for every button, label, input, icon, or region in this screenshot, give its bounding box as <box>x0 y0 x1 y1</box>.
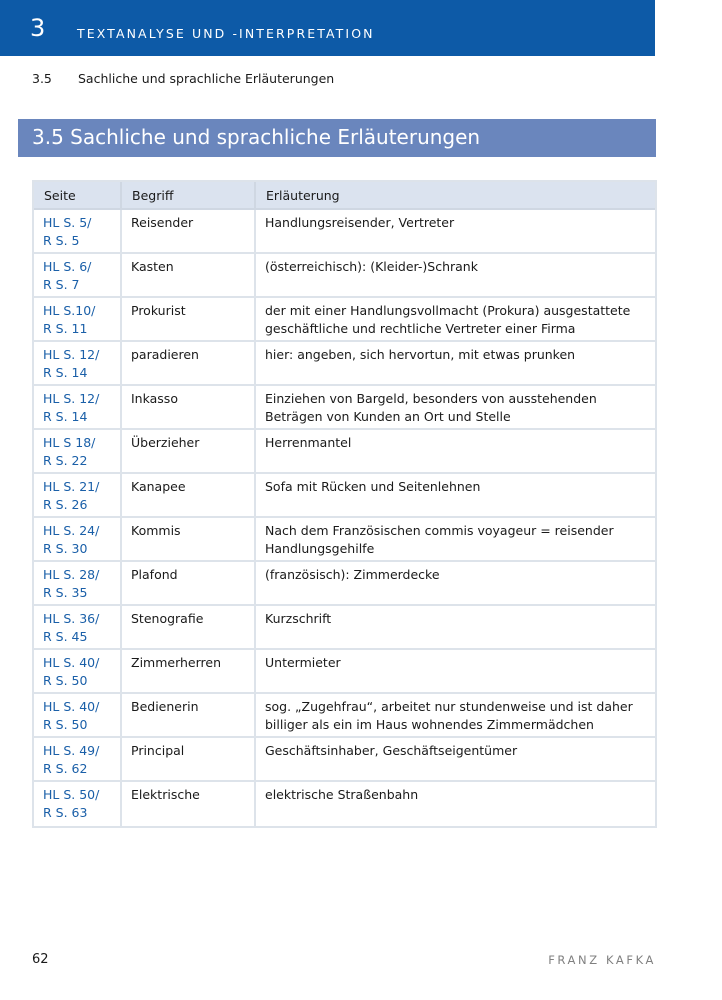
hl-page-reference: HL S.10/ <box>43 303 96 318</box>
term-cell: Zimmerherren <box>122 650 256 694</box>
page-reference-cell <box>34 298 122 342</box>
explanation-cell: hier: angeben, sich hervortun, mit etwas prunken <box>256 342 655 386</box>
term-cell: Überzieher <box>122 430 256 474</box>
page-reference-cell <box>34 474 122 518</box>
term-cell: Reisender <box>122 210 256 254</box>
page-reference-cell <box>34 562 122 606</box>
running-footer-author: FRANZ KAFKA <box>548 953 656 967</box>
hl-page-reference: HL S. 5/ <box>43 215 92 230</box>
column-header-erlaeuterung: Erläuterung <box>256 182 655 210</box>
hl-page-reference: HL S. 50/ <box>43 787 100 802</box>
explanation-cell: Herrenmantel <box>256 430 655 474</box>
hl-page-reference: HL S. 40/ <box>43 655 100 670</box>
rs-page-reference: R S. 50 <box>43 716 88 732</box>
explanation-cell: Kurzschrift <box>256 606 655 650</box>
column-header-begriff: Begriff <box>122 182 256 210</box>
hl-page-reference: HL S. 24/ <box>43 523 100 538</box>
table-row <box>34 342 655 386</box>
table-row <box>34 298 655 342</box>
rs-page-reference: R S. 14 <box>43 408 88 424</box>
page-number: 62 <box>32 952 49 967</box>
table-body <box>34 210 655 826</box>
table-row <box>34 782 655 826</box>
section-banner <box>18 119 656 157</box>
rs-page-reference: R S. 14 <box>43 364 88 380</box>
term-cell: Stenografie <box>122 606 256 650</box>
page-reference-cell <box>34 650 122 694</box>
term-cell: Inkasso <box>122 386 256 430</box>
term-cell: Bedienerin <box>122 694 256 738</box>
term-cell: paradieren <box>122 342 256 386</box>
page-reference-cell <box>34 210 122 254</box>
section-banner-title: 3.5 Sachliche und sprachliche Erläuterungen <box>32 125 481 149</box>
table-row <box>34 474 655 518</box>
rs-page-reference: R S. 30 <box>43 540 88 556</box>
term-cell: Kasten <box>122 254 256 298</box>
table-row <box>34 210 655 254</box>
chapter-number: 3 <box>30 14 46 42</box>
table-row <box>34 430 655 474</box>
rs-page-reference: R S. 11 <box>43 320 88 336</box>
term-cell: Kanapee <box>122 474 256 518</box>
term-cell: Elektrische <box>122 782 256 826</box>
column-header-seite: Seite <box>34 182 122 210</box>
rs-page-reference: R S. 22 <box>43 452 88 468</box>
hl-page-reference: HL S 18/ <box>43 435 96 450</box>
chapter-header-bar <box>0 0 655 56</box>
explanation-cell: sog. „Zugehfrau“, arbeitet nur stundenweise und ist daher billiger als ein im Haus wohnendes Zimmermädchen <box>256 694 655 738</box>
table-header-row <box>34 182 655 210</box>
table-row <box>34 386 655 430</box>
explanation-cell: (französisch): Zimmerdecke <box>256 562 655 606</box>
page-reference-cell <box>34 518 122 562</box>
hl-page-reference: HL S. 12/ <box>43 347 100 362</box>
table-row <box>34 606 655 650</box>
table-row <box>34 650 655 694</box>
explanation-cell: Sofa mit Rücken und Seitenlehnen <box>256 474 655 518</box>
explanation-cell: Handlungsreisender, Vertreter <box>256 210 655 254</box>
page-reference-cell <box>34 694 122 738</box>
table-row <box>34 562 655 606</box>
page-reference-cell <box>34 606 122 650</box>
table-row <box>34 254 655 298</box>
page-reference-cell <box>34 430 122 474</box>
page-reference-cell <box>34 342 122 386</box>
hl-page-reference: HL S. 21/ <box>43 479 100 494</box>
explanation-cell: Geschäftsinhaber, Geschäftseigentümer <box>256 738 655 782</box>
page-reference-cell <box>34 386 122 430</box>
section-breadcrumb <box>32 71 334 86</box>
rs-page-reference: R S. 5 <box>43 232 80 248</box>
explanation-cell: Untermieter <box>256 650 655 694</box>
hl-page-reference: HL S. 12/ <box>43 391 100 406</box>
explanation-cell: (österreichisch): (Kleider-)Schrank <box>256 254 655 298</box>
table-row <box>34 518 655 562</box>
hl-page-reference: HL S. 36/ <box>43 611 100 626</box>
section-breadcrumb-title: Sachliche und sprachliche Erläuterungen <box>78 71 335 86</box>
rs-page-reference: R S. 45 <box>43 628 88 644</box>
hl-page-reference: HL S. 49/ <box>43 743 100 758</box>
table-row <box>34 738 655 782</box>
page-reference-cell <box>34 738 122 782</box>
rs-page-reference: R S. 50 <box>43 672 88 688</box>
explanation-cell: Nach dem Französischen commis voyageur = reisender Handlungsgehilfe <box>256 518 655 562</box>
rs-page-reference: R S. 63 <box>43 804 88 820</box>
page-reference-cell <box>34 782 122 826</box>
glossary-table <box>32 180 657 828</box>
explanation-cell: Einziehen von Bargeld, besonders von ausstehenden Beträgen von Kunden an Ort und Stelle <box>256 386 655 430</box>
section-number: 3.5 <box>32 71 52 86</box>
explanation-cell: elektrische Straßenbahn <box>265 787 419 802</box>
hl-page-reference: HL S. 28/ <box>43 567 100 582</box>
page-reference-cell <box>34 254 122 298</box>
hl-page-reference: HL S. 6/ <box>43 259 92 274</box>
term-cell: Plafond <box>122 562 256 606</box>
term-cell: Kommis <box>122 518 256 562</box>
rs-page-reference: R S. 35 <box>43 584 88 600</box>
term-cell: Principal <box>122 738 256 782</box>
hl-page-reference: HL S. 40/ <box>43 699 100 714</box>
rs-page-reference: R S. 7 <box>43 276 80 292</box>
rs-page-reference: R S. 26 <box>43 496 88 512</box>
chapter-title: TEXTANALYSE UND -INTERPRETATION <box>77 26 375 41</box>
explanation-cell: der mit einer Handlungsvollmacht (Prokura) ausgestattete geschäftliche und rechtliche Vertreter einer Firma <box>256 298 655 342</box>
rs-page-reference: R S. 62 <box>43 760 88 776</box>
table-row <box>34 694 655 738</box>
term-cell: Prokurist <box>122 298 256 342</box>
